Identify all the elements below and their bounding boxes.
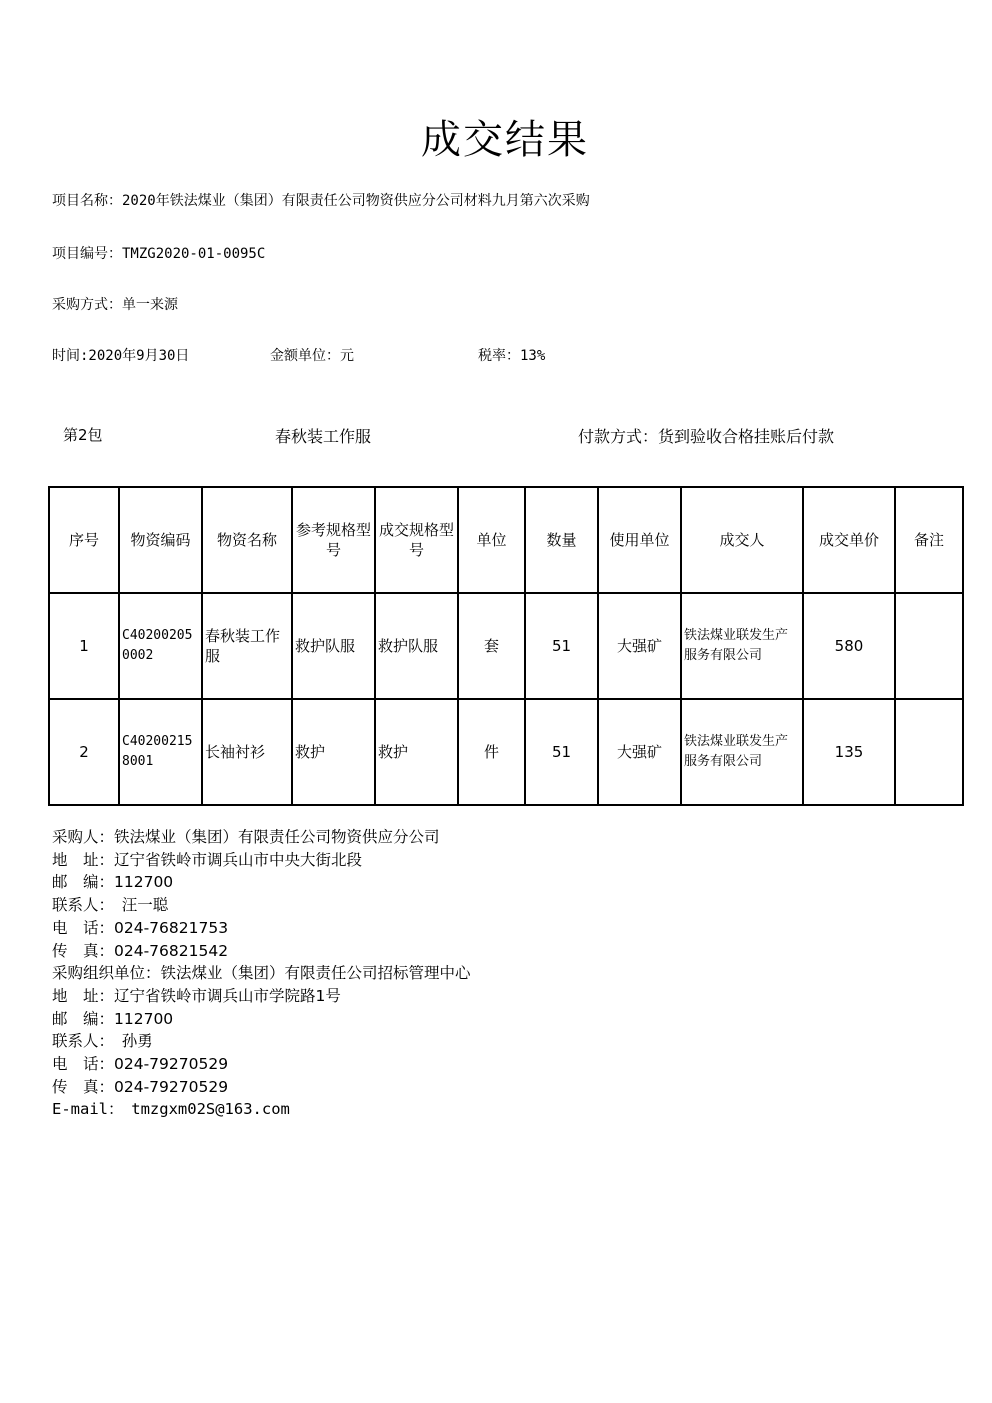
- header-quantity: 数量: [525, 487, 598, 593]
- page-title: 成交结果: [421, 117, 589, 163]
- organizer-postcode: 邮 编：112700: [52, 1009, 174, 1028]
- cell-material-code: C402002158001: [119, 699, 202, 805]
- payment-method: 付款方式：货到验收合格挂账后付款: [578, 427, 835, 446]
- contact-info: [52, 826, 471, 1121]
- cell-material-code: C402002050002: [119, 593, 202, 699]
- cell-material-name: 长袖衬衫: [202, 699, 292, 805]
- purchaser-fax: 传 真：024-76821542: [52, 941, 229, 960]
- table-header-row: [49, 487, 963, 593]
- header-index: 序号: [49, 487, 119, 593]
- currency-unit: 金额单位：元: [270, 348, 354, 364]
- results-table: [48, 486, 964, 806]
- package-number: 第2包: [63, 426, 103, 444]
- header-material-name: 物资名称: [202, 487, 292, 593]
- project-code: 项目编号：TMZG2020-01-0095C: [52, 246, 266, 262]
- header-user-unit: 使用单位: [598, 487, 681, 593]
- header-deal-spec: 成交规格型号: [375, 487, 458, 593]
- organizer-email: E-mail： tmzgxm02S@163.com: [52, 1100, 290, 1119]
- cell-unit: 套: [458, 593, 525, 699]
- organizer-fax: 传 真：024-79270529: [52, 1077, 229, 1096]
- cell-user-unit: 大强矿: [598, 699, 681, 805]
- cell-reference-spec: 救护队服: [292, 593, 375, 699]
- cell-unit: 件: [458, 699, 525, 805]
- cell-unit-price: 580: [803, 593, 895, 699]
- cell-quantity: 51: [525, 593, 598, 699]
- purchaser-phone: 电 话：024-76821753: [52, 918, 229, 937]
- header-reference-spec: 参考规格型号: [292, 487, 375, 593]
- header-unit-price: 成交单价: [803, 487, 895, 593]
- organizer-phone: 电 话：024-79270529: [52, 1055, 229, 1074]
- cell-quantity: 51: [525, 699, 598, 805]
- cell-remarks: [895, 699, 963, 805]
- header-remarks: 备注: [895, 487, 963, 593]
- cell-material-name: 春秋装工作服: [202, 593, 292, 699]
- project-name: 项目名称：2020年铁法煤业（集团）有限责任公司物资供应分公司材料九月第六次采购: [52, 193, 590, 209]
- cell-deal-spec: 救护队服: [375, 593, 458, 699]
- cell-supplier: 铁法煤业联发生产服务有限公司: [681, 699, 803, 805]
- table-row: [49, 593, 963, 699]
- cell-index: 1: [49, 593, 119, 699]
- cell-reference-spec: 救护: [292, 699, 375, 805]
- cell-supplier: 铁法煤业联发生产服务有限公司: [681, 593, 803, 699]
- purchase-method: 采购方式：单一来源: [52, 297, 178, 313]
- cell-index: 2: [49, 699, 119, 805]
- tax-rate: 税率：13%: [478, 348, 546, 364]
- organizer: 采购组织单位：铁法煤业（集团）有限责任公司招标管理中心: [52, 964, 471, 983]
- cell-remarks: [895, 593, 963, 699]
- purchaser-address: 地 址：辽宁省铁岭市调兵山市中央大街北段: [52, 850, 363, 869]
- organizer-contact: 联系人： 孙勇: [52, 1032, 153, 1051]
- purchaser-contact: 联系人： 汪一聪: [52, 896, 169, 915]
- date: 时间:2020年9月30日: [52, 348, 190, 364]
- header-supplier: 成交人: [681, 487, 803, 593]
- table-row: [49, 699, 963, 805]
- header-material-code: 物资编码: [119, 487, 202, 593]
- cell-user-unit: 大强矿: [598, 593, 681, 699]
- organizer-address: 地 址：辽宁省铁岭市调兵山市学院路1号: [52, 986, 341, 1005]
- cell-deal-spec: 救护: [375, 699, 458, 805]
- purchaser-postcode: 邮 编：112700: [52, 873, 174, 892]
- package-name: 春秋装工作服: [275, 427, 372, 446]
- cell-unit-price: 135: [803, 699, 895, 805]
- purchaser: 采购人：铁法煤业（集团）有限责任公司物资供应分公司: [52, 828, 440, 846]
- header-unit: 单位: [458, 487, 525, 593]
